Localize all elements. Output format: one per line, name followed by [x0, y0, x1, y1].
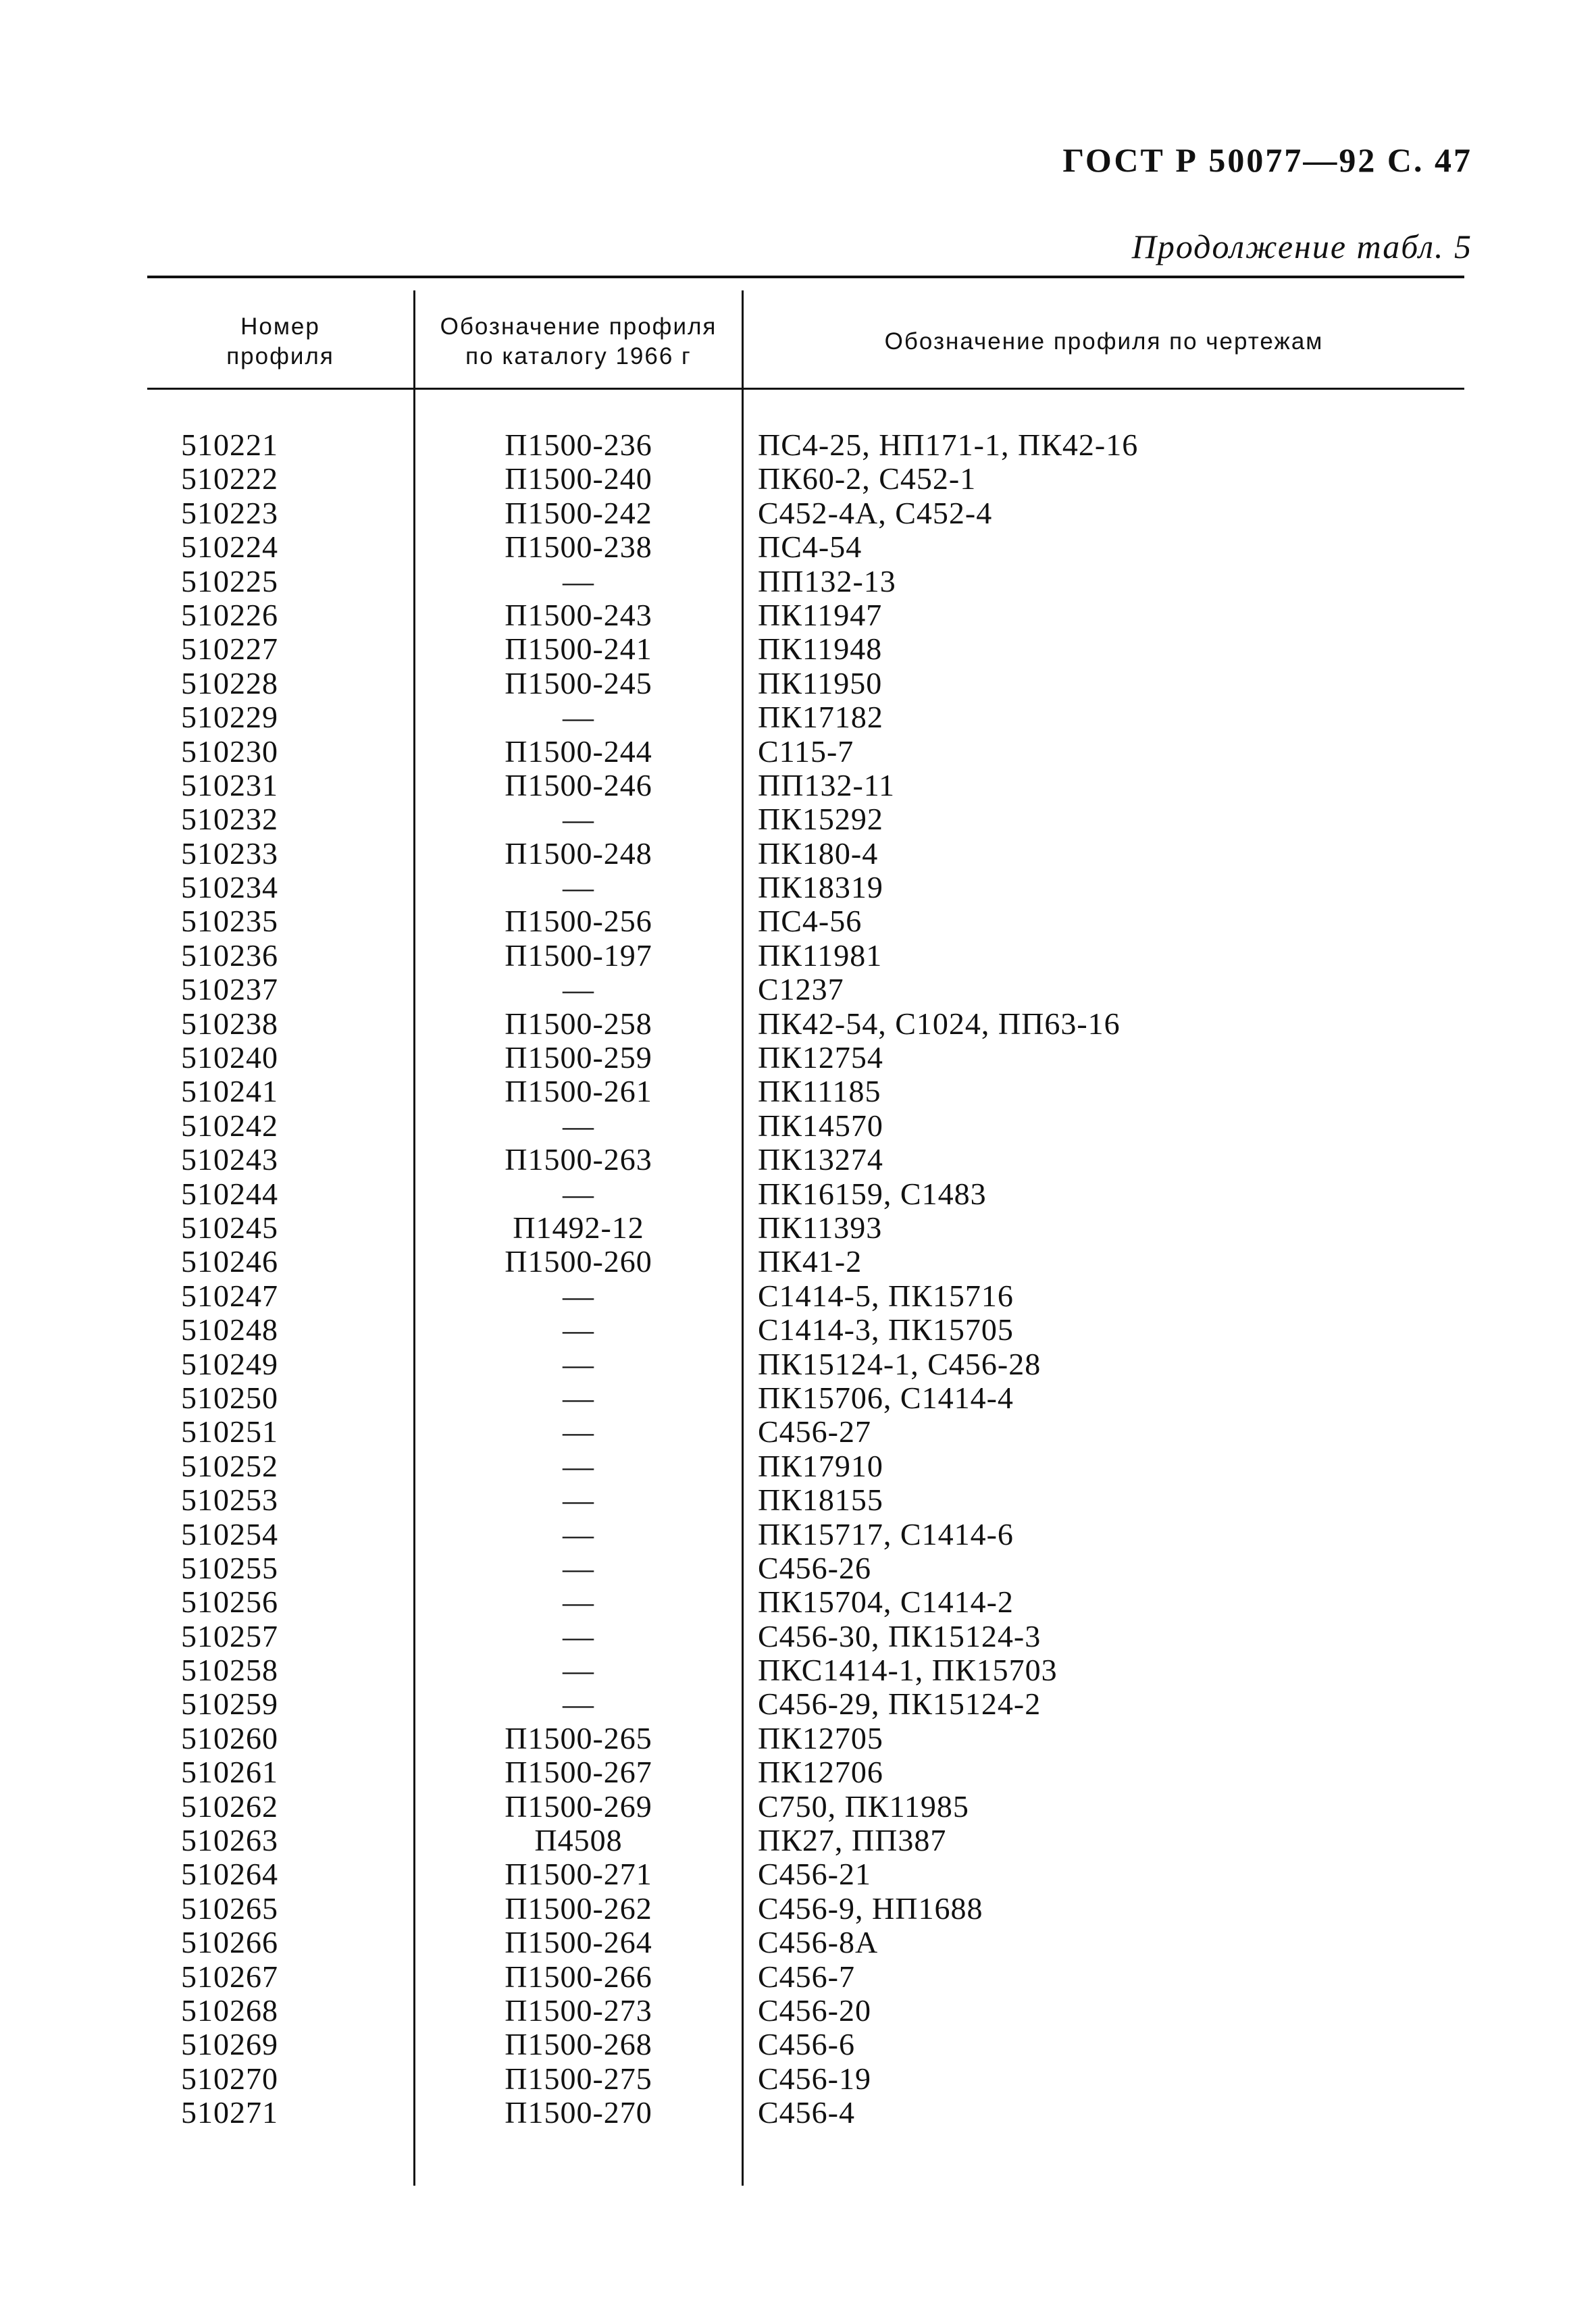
catalog-designation-cell: П1500-269: [505, 1789, 652, 1824]
table-row: [0, 428, 1596, 462]
drawing-designation-cell: С750, ПК11985: [758, 1789, 969, 1824]
table-row: [0, 904, 1596, 938]
table-row: [0, 1551, 1596, 1585]
catalog-designation-cell: —: [563, 1550, 594, 1585]
drawing-designation-cell: ПКС1414-1, ПК15703: [758, 1653, 1058, 1688]
catalog-designation-cell: П1500-236: [505, 428, 652, 462]
drawing-designation-cell: С456-29, ПК15124-2: [758, 1687, 1041, 1722]
table-row: [0, 1790, 1596, 1824]
catalog-designation-cell: —: [563, 1346, 594, 1381]
profile-number-cell: 510227: [181, 632, 278, 667]
profile-number-cell: 510247: [181, 1278, 278, 1313]
table-row: [0, 565, 1596, 598]
table-row: [0, 1075, 1596, 1108]
table-row: [0, 1755, 1596, 1789]
table-row: [0, 1313, 1596, 1347]
catalog-designation-cell: —: [563, 870, 594, 905]
table-row: [0, 1449, 1596, 1483]
profile-number-cell: 510255: [181, 1550, 278, 1585]
drawing-designation-cell: ПП132-13: [758, 563, 896, 598]
profile-number-cell: 510262: [181, 1789, 278, 1824]
column-header-line: профиля: [226, 343, 334, 369]
profile-number-cell: 510249: [181, 1346, 278, 1381]
drawing-designation-cell: ПК15124-1, С456-28: [758, 1346, 1041, 1381]
catalog-designation-cell: —: [563, 1312, 594, 1347]
profile-number-cell: 510271: [181, 2095, 278, 2130]
catalog-designation-cell: —: [563, 563, 594, 598]
catalog-designation-cell: П1500-261: [505, 1074, 652, 1109]
table-row: [0, 1994, 1596, 2028]
table-row: [0, 973, 1596, 1006]
drawing-designation-cell: ПК17910: [758, 1448, 883, 1483]
catalog-designation-cell: П1500-246: [505, 767, 652, 802]
profile-number-cell: 510270: [181, 2061, 278, 2096]
catalog-designation-cell: П1500-243: [505, 597, 652, 632]
drawing-designation-cell: С456-27: [758, 1414, 871, 1449]
table-body: [0, 428, 1596, 2130]
catalog-designation-cell: —: [563, 1653, 594, 1688]
table-row: [0, 700, 1596, 734]
catalog-designation-cell: —: [563, 1278, 594, 1313]
profile-number-cell: 510241: [181, 1074, 278, 1109]
drawing-designation-cell: С456-20: [758, 1992, 871, 2028]
drawing-designation-cell: ПК18319: [758, 870, 883, 905]
drawing-designation-cell: ПС4-54: [758, 530, 863, 565]
column-header-line: Обозначение профиля: [440, 313, 717, 340]
table-row: [0, 735, 1596, 769]
continuation-label: Продолжение табл. 5: [1131, 228, 1472, 265]
catalog-designation-cell: П1500-259: [505, 1040, 652, 1075]
catalog-designation-cell: П1500-273: [505, 1992, 652, 2028]
profile-number-cell: 510232: [181, 802, 278, 837]
profile-number-cell: 510242: [181, 1108, 278, 1143]
profile-number-cell: 510267: [181, 1959, 278, 1994]
drawing-designation-cell: ПК12706: [758, 1755, 883, 1790]
drawing-designation-cell: С1414-3, ПК15705: [758, 1312, 1014, 1347]
table-row: [0, 1960, 1596, 1994]
catalog-designation-cell: П1500-263: [505, 1142, 652, 1177]
table-row: [0, 667, 1596, 700]
table-row: [0, 598, 1596, 632]
drawing-designation-cell: С456-21: [758, 1857, 871, 1892]
catalog-designation-cell: —: [563, 1618, 594, 1653]
drawing-designation-cell: ПК11185: [758, 1074, 881, 1109]
drawing-designation-cell: ПК17182: [758, 700, 883, 735]
table-row: [0, 1857, 1596, 1891]
drawing-designation-cell: С456-7: [758, 1959, 855, 1994]
profile-number-cell: 510229: [181, 700, 278, 735]
profile-number-cell: 510253: [181, 1483, 278, 1518]
drawing-designation-cell: С456-26: [758, 1550, 871, 1585]
drawing-designation-cell: ПК11947: [758, 597, 883, 632]
column-header-profile-number: [147, 304, 413, 380]
drawing-designation-cell: ПК16159, С1483: [758, 1176, 987, 1211]
catalog-designation-cell: П1500-197: [505, 937, 652, 973]
column-header-line: Обозначение профиля по чертежам: [884, 328, 1324, 355]
table-row: [0, 1518, 1596, 1551]
profile-number-cell: 510246: [181, 1244, 278, 1279]
table-row: [0, 939, 1596, 973]
profile-number-cell: 510244: [181, 1176, 278, 1211]
profile-number-cell: 510238: [181, 1006, 278, 1041]
profile-number-cell: 510230: [181, 734, 278, 769]
column-header-line: по каталогу 1966 г: [465, 343, 692, 369]
table-row: [0, 1415, 1596, 1449]
profile-number-cell: 510240: [181, 1040, 278, 1075]
profile-number-cell: 510252: [181, 1448, 278, 1483]
page-header: ГОСТ Р 50077—92 С. 47: [1062, 141, 1472, 179]
table-row: [0, 2096, 1596, 2130]
drawing-designation-cell: ПС4-25, НП171-1, ПК42-16: [758, 428, 1139, 462]
catalog-designation-cell: П1500-240: [505, 461, 652, 496]
catalog-designation-cell: П1500-238: [505, 530, 652, 565]
profile-number-cell: 510263: [181, 1823, 278, 1858]
catalog-designation-cell: П1500-268: [505, 2027, 652, 2062]
catalog-designation-cell: П1500-260: [505, 1244, 652, 1279]
column-header-catalog-designation: [415, 304, 742, 380]
catalog-designation-cell: П1500-262: [505, 1891, 652, 1926]
profile-number-cell: 510265: [181, 1891, 278, 1926]
drawing-designation-cell: С115-7: [758, 734, 854, 769]
table-row: [0, 1279, 1596, 1313]
catalog-designation-cell: —: [563, 1585, 594, 1620]
table-row: [0, 1722, 1596, 1755]
catalog-designation-cell: П1500-244: [505, 734, 652, 769]
catalog-designation-cell: —: [563, 1687, 594, 1722]
table-row: [0, 802, 1596, 836]
profile-number-cell: 510250: [181, 1380, 278, 1415]
catalog-designation-cell: П1500-270: [505, 2095, 652, 2130]
catalog-designation-cell: —: [563, 802, 594, 837]
column-header-drawing-designation: [744, 304, 1464, 380]
drawing-designation-cell: С1237: [758, 972, 844, 1007]
table-row: [0, 1483, 1596, 1517]
drawing-designation-cell: С456-4: [758, 2095, 855, 2130]
drawing-designation-cell: ПК42-54, С1024, ПП63-16: [758, 1006, 1121, 1041]
profile-number-cell: 510268: [181, 1992, 278, 2028]
table-row: [0, 1381, 1596, 1415]
drawing-designation-cell: ПК13274: [758, 1142, 883, 1177]
profile-number-cell: 510235: [181, 904, 278, 939]
profile-number-cell: 510248: [181, 1312, 278, 1347]
profile-number-cell: 510243: [181, 1142, 278, 1177]
profile-number-cell: 510264: [181, 1857, 278, 1892]
drawing-designation-cell: ПК12754: [758, 1040, 883, 1075]
catalog-designation-cell: П1500-267: [505, 1755, 652, 1790]
profile-number-cell: 510259: [181, 1687, 278, 1722]
profile-number-cell: 510254: [181, 1516, 278, 1551]
drawing-designation-cell: ПК15706, С1414-4: [758, 1380, 1014, 1415]
drawing-designation-cell: ПК11393: [758, 1210, 883, 1245]
drawing-designation-cell: ПК15292: [758, 802, 883, 837]
profile-number-cell: 510245: [181, 1210, 278, 1245]
table-row: [0, 1177, 1596, 1211]
catalog-designation-cell: —: [563, 1414, 594, 1449]
table-row: [0, 1109, 1596, 1143]
profile-number-cell: 510258: [181, 1653, 278, 1688]
table-row: [0, 837, 1596, 871]
table-row: [0, 2028, 1596, 2061]
drawing-designation-cell: ПП132-11: [758, 767, 896, 802]
table-row: [0, 1041, 1596, 1075]
drawing-designation-cell: ПС4-56: [758, 904, 863, 939]
table-row: [0, 1653, 1596, 1687]
profile-number-cell: 510222: [181, 461, 278, 496]
profile-number-cell: 510228: [181, 665, 278, 700]
drawing-designation-cell: ПК12705: [758, 1720, 883, 1755]
table-row: [0, 530, 1596, 564]
table-header-rule: [147, 388, 1464, 390]
table-row: [0, 1926, 1596, 1959]
catalog-designation-cell: П1500-265: [505, 1720, 652, 1755]
profile-number-cell: 510257: [181, 1618, 278, 1653]
catalog-designation-cell: П1492-12: [513, 1210, 644, 1245]
drawing-designation-cell: С1414-5, ПК15716: [758, 1278, 1014, 1313]
drawing-designation-cell: ПК15704, С1414-2: [758, 1585, 1014, 1620]
catalog-designation-cell: П1500-258: [505, 1006, 652, 1041]
table-row: [0, 1824, 1596, 1857]
drawing-designation-cell: ПК11948: [758, 632, 883, 667]
catalog-designation-cell: П1500-264: [505, 1925, 652, 1960]
catalog-designation-cell: —: [563, 972, 594, 1007]
table-row: [0, 462, 1596, 496]
catalog-designation-cell: —: [563, 1483, 594, 1518]
profile-number-cell: 510224: [181, 530, 278, 565]
drawing-designation-cell: ПК14570: [758, 1108, 883, 1143]
catalog-designation-cell: —: [563, 1448, 594, 1483]
profile-number-cell: 510221: [181, 428, 278, 462]
table-row: [0, 632, 1596, 666]
catalog-designation-cell: —: [563, 1516, 594, 1551]
profile-number-cell: 510231: [181, 767, 278, 802]
profile-number-cell: 510256: [181, 1585, 278, 1620]
profile-number-cell: 510223: [181, 495, 278, 530]
table-row: [0, 1143, 1596, 1177]
profile-number-cell: 510266: [181, 1925, 278, 1960]
table-row: [0, 2062, 1596, 2096]
catalog-designation-cell: П1500-245: [505, 665, 652, 700]
drawing-designation-cell: ПК27, ПП387: [758, 1823, 947, 1858]
table-row: [0, 496, 1596, 530]
table-row: [0, 1620, 1596, 1653]
table-row: [0, 871, 1596, 904]
drawing-designation-cell: С456-6: [758, 2027, 855, 2062]
drawing-designation-cell: С456-30, ПК15124-3: [758, 1618, 1041, 1653]
table-row: [0, 1892, 1596, 1926]
drawing-designation-cell: С456-9, НП1688: [758, 1891, 983, 1926]
drawing-designation-cell: С456-8А: [758, 1925, 879, 1960]
profile-number-cell: 510261: [181, 1755, 278, 1790]
profile-number-cell: 510233: [181, 835, 278, 871]
profile-number-cell: 510260: [181, 1720, 278, 1755]
profile-number-cell: 510234: [181, 870, 278, 905]
catalog-designation-cell: —: [563, 1108, 594, 1143]
catalog-designation-cell: П1500-271: [505, 1857, 652, 1892]
drawing-designation-cell: ПК41-2: [758, 1244, 863, 1279]
table-row: [0, 1347, 1596, 1381]
drawing-designation-cell: ПК180-4: [758, 835, 879, 871]
catalog-designation-cell: П1500-248: [505, 835, 652, 871]
catalog-designation-cell: —: [563, 700, 594, 735]
drawing-designation-cell: С456-19: [758, 2061, 871, 2096]
catalog-designation-cell: П4508: [534, 1823, 623, 1858]
profile-number-cell: 510226: [181, 597, 278, 632]
table-row: [0, 1211, 1596, 1245]
profile-number-cell: 510251: [181, 1414, 278, 1449]
catalog-designation-cell: П1500-275: [505, 2061, 652, 2096]
catalog-designation-cell: П1500-242: [505, 495, 652, 530]
catalog-designation-cell: П1500-266: [505, 1959, 652, 1994]
drawing-designation-cell: С452-4А, С452-4: [758, 495, 993, 530]
table-row: [0, 1245, 1596, 1279]
drawing-designation-cell: ПК15717, С1414-6: [758, 1516, 1014, 1551]
column-header-line: Номер: [240, 313, 320, 340]
drawing-designation-cell: ПК11981: [758, 937, 883, 973]
catalog-designation-cell: —: [563, 1176, 594, 1211]
drawing-designation-cell: ПК60-2, С452-1: [758, 461, 977, 496]
catalog-designation-cell: П1500-256: [505, 904, 652, 939]
table-top-rule: [147, 276, 1464, 278]
profile-number-cell: 510269: [181, 2027, 278, 2062]
drawing-designation-cell: ПК11950: [758, 665, 883, 700]
table-row: [0, 1687, 1596, 1721]
table-row: [0, 1007, 1596, 1041]
table-row: [0, 1585, 1596, 1619]
profile-number-cell: 510237: [181, 972, 278, 1007]
profile-number-cell: 510225: [181, 563, 278, 598]
profile-number-cell: 510236: [181, 937, 278, 973]
table-row: [0, 769, 1596, 802]
catalog-designation-cell: —: [563, 1380, 594, 1415]
drawing-designation-cell: ПК18155: [758, 1483, 883, 1518]
catalog-designation-cell: П1500-241: [505, 632, 652, 667]
